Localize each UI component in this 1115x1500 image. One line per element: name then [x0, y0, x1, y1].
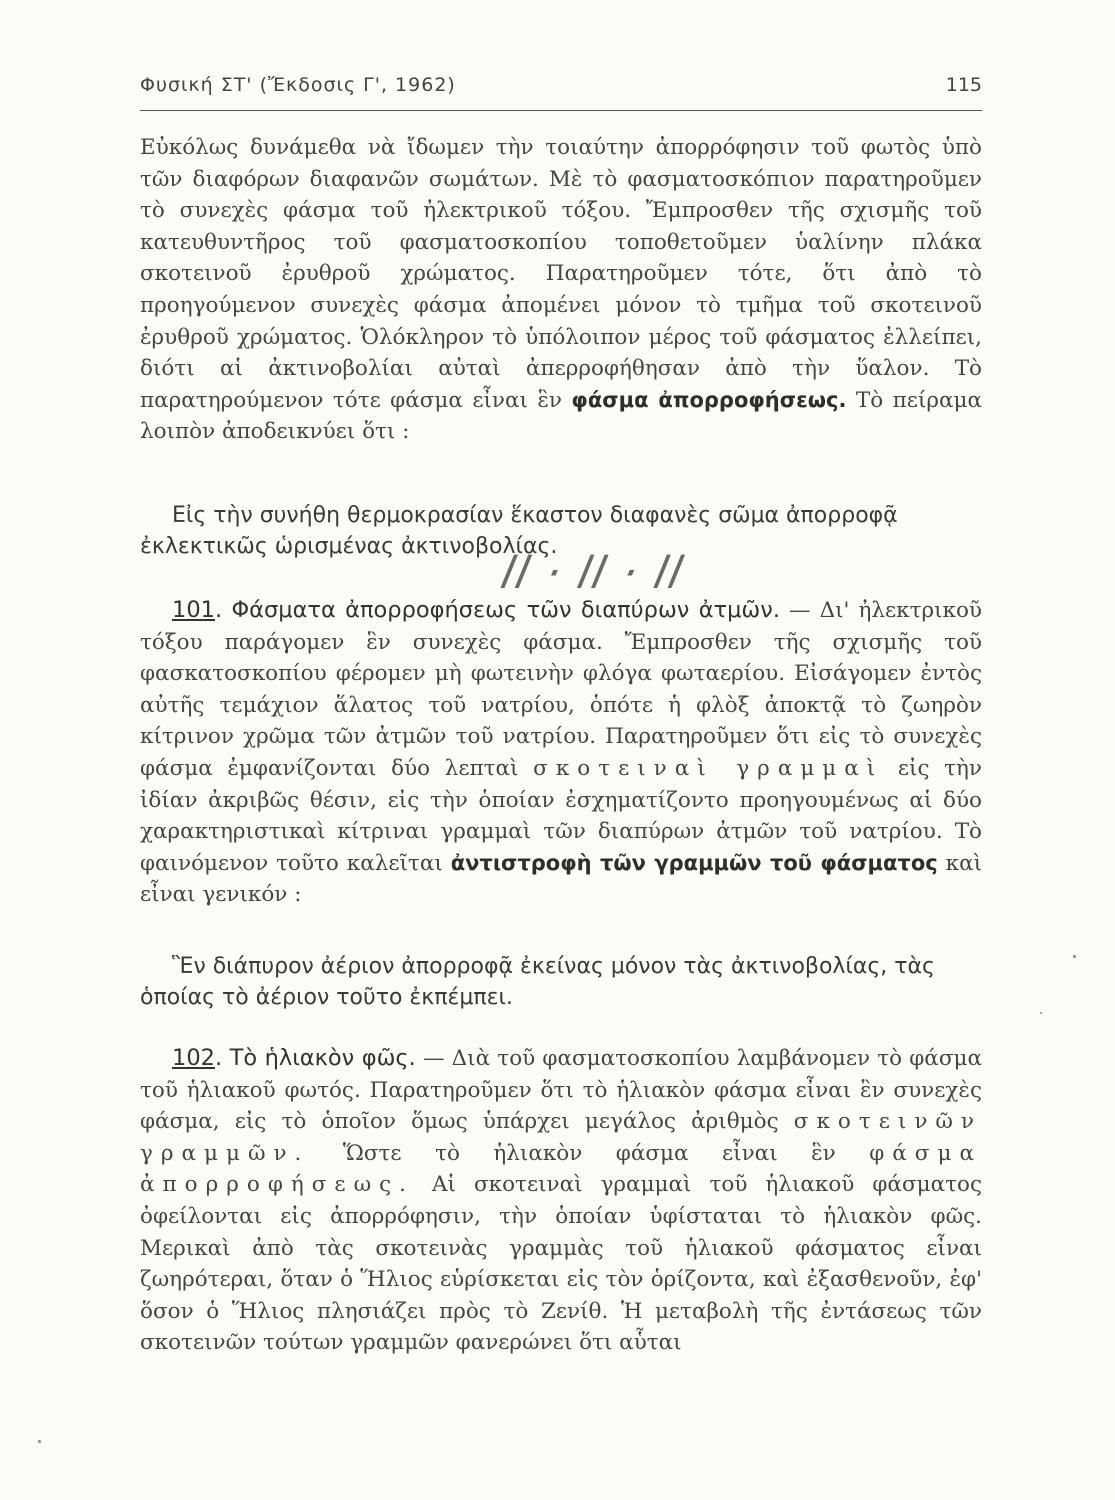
- spaced-term: σκοτεινῶν γραμμῶν.: [140, 1109, 982, 1166]
- paragraph-text: Αἱ σκοτειναὶ γραμμαὶ τοῦ ἡλιακοῦ φάσματος ὀφείλονται εἰς ἀπορρόφησιν, τὴν ὁποίαν ὑφίσταται τὸ ἡλιακὸν φῶς. Μερικαὶ ἀπὸ τὰς σκοτεινὰς γραμμὰς τοῦ ἡλιακοῦ φάσματος εἶναι ζωηρότεραι, ὅταν ὁ Ἥλιος εὑρίσκεται εἰς τὸν ὁρίζοντα, καὶ ἐξασθενοῦν, ἐφ' ὅσον ὁ Ἥλιος πλησιάζει πρὸς τὸ Ζενίθ. Ἡ μεταβολὴ τῆς ἐντάσεως τῶν σκοτεινῶν τούτων γραμμῶν φανερώνει ὅτι αὗται: [140, 1172, 982, 1356]
- spaced-term: φάσμα ἀπορροφήσεως.: [140, 1140, 982, 1198]
- section-heading: [172, 597, 780, 623]
- paragraph-text: Εὐκόλως δυνάμεθα νὰ ἴδωμεν τὴν τοιαύτην ἀπορρόφησιν τοῦ φωτὸς ὑπὸ τῶν διαφόρων διαφανῶν σωμάτων. Μὲ τὸ φασματοσκόπιον παρατηροῦμεν τὸ συνεχὲς φάσμα τοῦ ἠλεκτρικοῦ τόξου. Ἔμπροσθεν τῆς σχισμῆς τοῦ κατευθυντῆρος τοῦ φασματοσκοπίου τοποθετοῦμεν ὑαλίνην πλάκα σκοτεινοῦ ἐρυθροῦ χρώματος. Παρατηροῦμεν τότε, ὅτι ἀπὸ τὸ προηγούμενον συνεχὲς φάσμα ἀπομένει μόνον τὸ τμῆμα τοῦ σκοτεινοῦ ἐρυθροῦ χρώματος. Ὁλόκληρον τὸ ὑπόλοιπον μέρος τοῦ φάσματος ἐλλείπει, διότι αἱ ἀκτινοβολίαι αὐταὶ ἀπερροφήθησαν ἀπὸ τὴν ὕαλον. Τὸ παρατηρούμενον τότε φάσμα εἶναι ἓν: [140, 135, 982, 413]
- spaced-term: σκοτειναὶ γραμμαὶ: [533, 755, 884, 781]
- paragraph-text: εἰς τὴν ἰδίαν ἀκριβῶς θέσιν, εἰς τὴν ὁποίαν ἐσχηματίζοντο προηγουμένως αἱ δύο χαρακτηριστικαὶ κίτριναι γραμμαὶ τῶν διαπύρων ἀτμῶν τοῦ νατρίου. Τὸ φαινόμενον τοῦτο καλεῖται: [140, 755, 982, 876]
- section-title: . Τὸ ἡλιακὸν φῶς.: [214, 1045, 416, 1071]
- bold-term: φάσμα ἀπορροφήσεως.: [571, 387, 847, 412]
- paragraph-text: Ὥστε τὸ ἡλιακὸν φάσμα εἶναι ἓν: [342, 1140, 836, 1166]
- paragraph-text: — Διὰ τοῦ φασματοσκοπίου λαμβάνομεν τὸ φάσμα τοῦ ἡλιακοῦ φωτός. Παρατηροῦμεν ὅτι τὸ ἡλιακὸν φάσμα εἶναι ἓν συνεχὲς φάσμα, εἰς τὸ ὁποῖον ὅμως ὑπάρχει μεγάλος ἀριθμὸς: [140, 1046, 982, 1135]
- handwritten-annotation: ll · ll · ll: [496, 548, 689, 599]
- section-title: . Φάσματα ἀπορροφήσεως τῶν διαπύρων ἀτμῶν.: [214, 597, 780, 623]
- scan-speck: [1073, 955, 1076, 958]
- scan-speck: [1040, 1012, 1042, 1014]
- law-statement-2: [140, 951, 982, 1013]
- section-101: [140, 595, 982, 911]
- paragraph-text: καὶ εἶναι γενικόν :: [140, 850, 983, 908]
- section-number: 101: [172, 597, 215, 623]
- section-heading: [172, 1045, 416, 1071]
- section-102: [140, 1043, 982, 1359]
- law-text: Εἰς τὴν συνήθη θερμοκρασίαν ἕκαστον διαφανὲς σῶμα ἀπορροφᾷ ἐκλεκτικῶς ὡρισμένας ἀκτινοβολίας.: [140, 503, 898, 559]
- header-title: Φυσική ΣΤ' (Ἔκδοσις Γ', 1962): [140, 74, 456, 96]
- page-number: 115: [945, 74, 982, 96]
- header-rule: [140, 110, 982, 111]
- paragraph-absorption-intro: [140, 132, 982, 448]
- scan-speck: [38, 1440, 41, 1443]
- bold-term: ἀντιστροφὴ τῶν γραμμῶν τοῦ φάσματος: [450, 850, 938, 875]
- paragraph-text: Τὸ πείραμα λοιπὸν ἀποδεικνύει ὅτι :: [140, 387, 982, 445]
- law-text: Ἓν διάπυρον ἀέριον ἀπορροφᾷ ἐκείνας μόνον τὰς ἀκτινοβολίας, τὰς ὁποίας τὸ ἀέριον τοῦτο ἐκπέμπει.: [140, 954, 935, 1010]
- section-number: 102: [172, 1045, 215, 1071]
- paragraph-text: — Δι' ἠλεκτρικοῦ τόξου παράγομεν ἓν συνεχὲς φάσμα. Ἔμπροσθεν τῆς σχισμῆς τοῦ φασκατοσκοπίου φέρομεν μὴ φωτεινὴν φλόγα φωταερίου. Εἰσάγομεν ἐντὸς αὐτῆς τεμάχιον ἅλατος τοῦ νατρίου, ὁπότε ἡ φλὸξ ἀποκτᾷ τὸ ζωηρὸν κίτρινον χρῶμα τῶν ἀτμῶν τοῦ νατρίου. Παρατηροῦμεν ὅτι εἰς τὸ συνεχὲς φάσμα ἐμφανίζονται δύο λεπταὶ: [140, 598, 982, 781]
